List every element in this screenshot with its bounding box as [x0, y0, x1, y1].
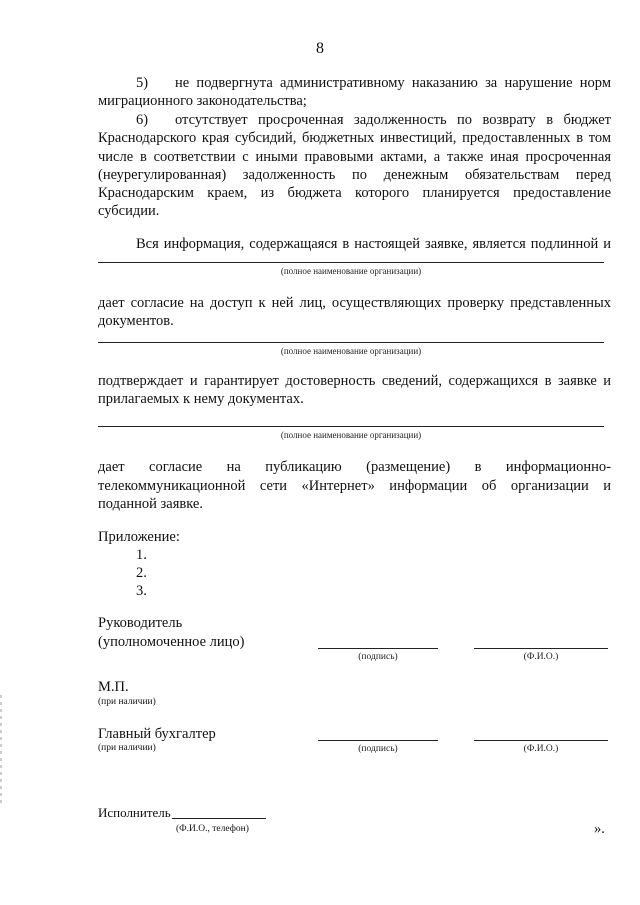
head-signature-caption: (подпись): [358, 652, 398, 662]
item6-number: 6): [136, 112, 149, 128]
accountant-name-caption: (Ф.И.О.): [523, 744, 559, 754]
publish-line2: телекоммуникационной сети «Интернет» информации об организации и: [98, 478, 611, 494]
item6-line1: отсутствует просроченная задолженность по возврату в бюджет: [175, 112, 611, 128]
item6-line2: Краснодарского края субсидий, бюджетных инвестиций, предоставленных в том: [98, 130, 611, 146]
org-name-line-3[interactable]: [98, 426, 604, 427]
head-subtitle: (уполномоченное лицо): [98, 634, 245, 650]
item6-line4: (неурегулированная) задолженность по денежным обязательствам перед: [98, 167, 611, 183]
consent-access-line2: документов.: [98, 313, 174, 329]
accountant-signature-line[interactable]: [318, 740, 438, 741]
item5-number: 5): [136, 75, 149, 91]
org-name-caption-1: (полное наименование организации): [280, 266, 422, 276]
confirm-line2: прилагаемых к нему документах.: [98, 391, 304, 407]
org-name-line-1[interactable]: [98, 262, 604, 263]
scan-edge-mark: [0, 695, 2, 805]
item6-line3: числе в соответствии с иными правовыми актами, а также иная просроченная: [98, 149, 611, 165]
head-name-caption: (Ф.И.О.): [523, 652, 559, 662]
stamp-label: М.П.: [98, 679, 129, 695]
confirm-line1: подтверждает и гарантирует достоверность сведений, содержащихся в заявке и: [98, 373, 611, 389]
consent-access-line1: дает согласие на доступ к ней лиц, осуществляющих проверку представленных: [98, 295, 611, 311]
closing-quote: ».: [594, 821, 605, 837]
stamp-if-available: (при наличии): [98, 697, 156, 707]
org-name-line-2[interactable]: [98, 342, 604, 343]
org-name-caption-2: (полное наименование организации): [280, 346, 422, 356]
page-number: 8: [316, 40, 324, 57]
attachment-item-2: 2.: [136, 565, 147, 581]
declaration-intro: Вся информация, содержащаяся в настоящей заявке, является подлинной и: [136, 236, 611, 252]
attachment-item-1: 1.: [136, 547, 147, 563]
executor-line[interactable]: [172, 818, 266, 819]
accountant-name-line[interactable]: [474, 740, 608, 741]
attachments-title: Приложение:: [98, 529, 180, 545]
executor-caption: (Ф.И.О., телефон): [176, 824, 249, 834]
executor-label: Исполнитель: [98, 805, 171, 820]
item6-line5: Краснодарским краем, из бюджета которого планируется предоставление: [98, 185, 611, 201]
publish-line3: поданной заявке.: [98, 496, 203, 512]
item6-line6: субсидии.: [98, 203, 160, 219]
publish-line1: дает согласие на публикацию (размещение) в информационно-: [98, 459, 611, 475]
item5-line2: миграционного законодательства;: [98, 93, 307, 109]
head-name-line[interactable]: [474, 648, 608, 649]
head-title: Руководитель: [98, 615, 183, 631]
accountant-signature-caption: (подпись): [358, 744, 398, 754]
item5-line1: не подвергнута административному наказанию за нарушение норм: [175, 75, 611, 91]
accountant-title: Главный бухгалтер: [98, 726, 216, 742]
attachment-item-3: 3.: [136, 583, 147, 599]
org-name-caption-3: (полное наименование организации): [280, 430, 422, 440]
accountant-if-available: (при наличии): [98, 743, 156, 753]
head-signature-line[interactable]: [318, 648, 438, 649]
